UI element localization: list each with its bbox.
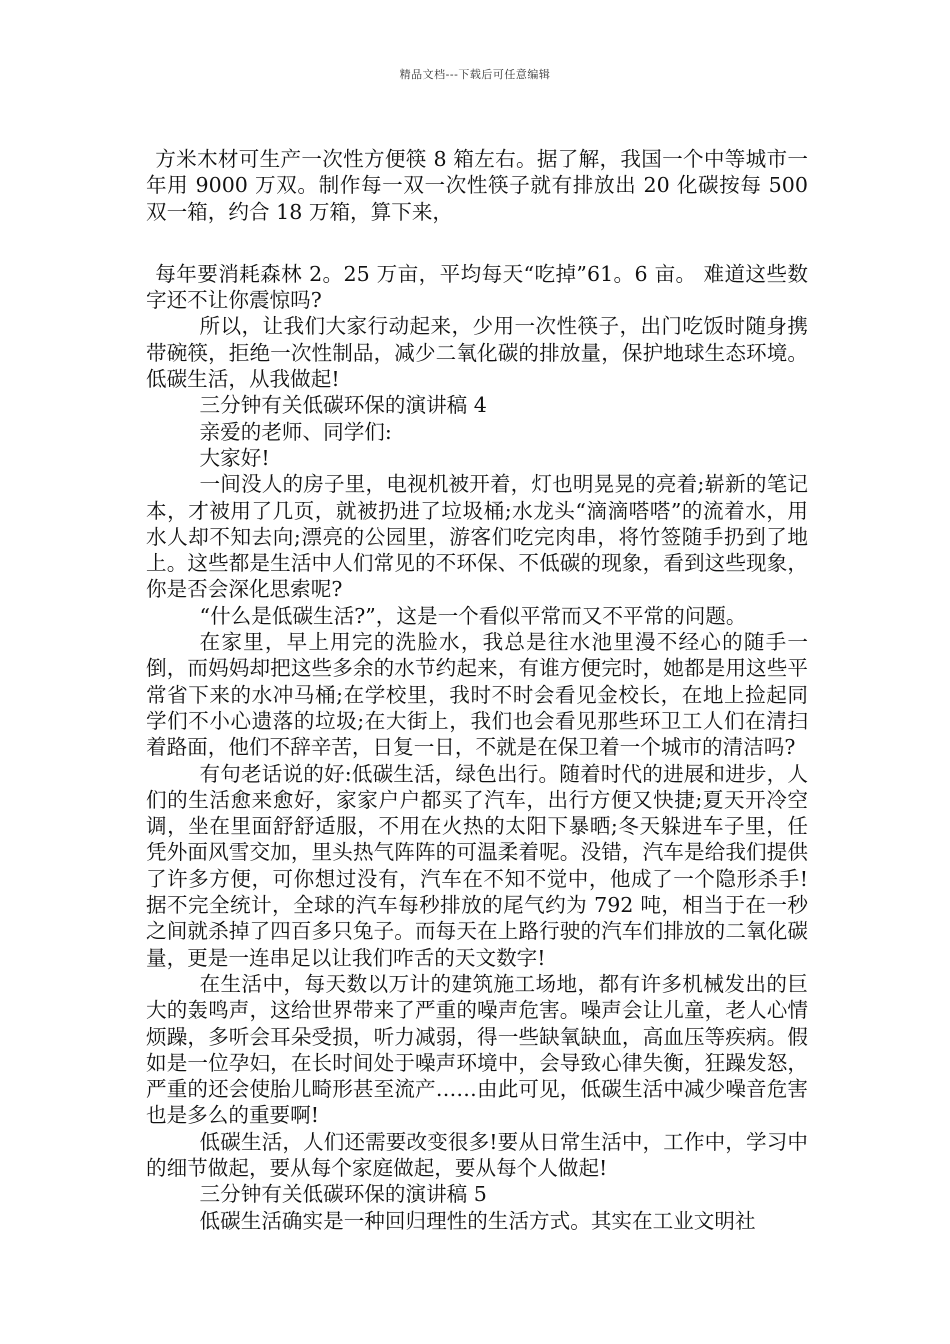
paragraph-rational-lifestyle: 低碳生活确实是一种回归理性的生活方式。其实在工业文明社	[199, 1208, 756, 1233]
paragraph-wasteful-habits: 一间没人的房子里，电视机被开着，灯也明晃晃的亮着;崭新的笔记本，才被用了几页，就被扔进了垃圾桶;水龙头“滴滴嗒嗒”的流着水，用水人却不知去向;漂亮的公园里，游客们吃完肉串，将竹签随手扔到了地上。这些都是生活中人们常见的不环保、不低碳的现象，看到这些现象，你是否会深化思索呢?	[146, 472, 808, 602]
paragraph-cars: 有句老话说的好:低碳生活，绿色出行。随着时代的进展和进步，人们的生活愈来愈好，家家户户都买了汽车，出行方便又快捷;夏天开冷空调，坐在里面舒舒适服，不用在火热的太阳下暴晒;冬天躲进车子里，任凭外面风雪交加，里头热气阵阵的可温柔着呢。没错，汽车是给我们提供了许多方便，可你想过没有，汽车在不知不觉中，他成了一个隐形杀手!据不完全统计，全球的汽车每秒排放的尾气约为 792 吨，相当于在一秒之间就杀掉了四百多只兔子。而每天在上路行驶的汽车们排放的二氧化碳量，更是一连串足以让我们咋舌的天文数字!	[146, 761, 808, 970]
section-title-speech-5: 三分钟有关低碳环保的演讲稿 5	[199, 1182, 487, 1207]
page-header-watermark: 精品文档---下载后可任意编辑	[399, 68, 551, 81]
paragraph-noise: 在生活中，每天数以万计的建筑施工场地，都有许多机械发出的巨大的轰鸣声，这给世界带来了严重的噪声危害。噪声会让儿童，老人心情烦躁，多听会耳朵受损，听力减弱，得一些缺氧缺血，高血压等疾病。假如是一位孕妇，在长时间处于噪声环境中，会导致心律失衡，狂躁发怒，严重的还会使胎儿畸形甚至流产……由此可见，低碳生活中减少噪音危害也是多么的重要啊!	[146, 971, 808, 1128]
paragraph-saving-water: 在家里，早上用完的洗脸水，我总是往水池里漫不经心的随手一倒，而妈妈却把这些多余的水节约起来，有谁方便完时，她都是用这些平常省下来的水冲马桶;在学校里，我时不时会看见金校长，在地上捡起同学们不小心遗落的垃圾;在大街上，我们也会看见那些环卫工人们在清扫着路面，他们不辞辛苦，日复一日，不就是在保卫着一个城市的清洁吗?	[146, 630, 808, 760]
section-title-speech-4: 三分钟有关低碳环保的演讲稿 4	[199, 393, 487, 418]
greeting: 大家好!	[199, 445, 270, 470]
paragraph-call-to-action: 所以，让我们大家行动起来，少用一次性筷子，出门吃饭时随身携带碗筷，拒绝一次性制品，减少二氧化碳的排放量，保护地球生态环境。低碳生活，从我做起!	[146, 314, 808, 392]
paragraph-chopsticks-intro: 方米木材可生产一次性方便筷 8 箱左右。据了解，我国一个中等城市一年用 9000 万双。制作每一双一次性筷子就有排放出 20 化碳按每 500 双一箱，约合 18 万箱，算下来，	[146, 147, 815, 224]
paragraph-what-is-low-carbon: “什么是低碳生活?”，这是一个看似平常而又不平常的问题。	[199, 603, 747, 628]
salutation: 亲爱的老师、同学们:	[199, 419, 392, 444]
paragraph-forest-consumption: 每年要消耗森林 2。25 万亩，平均每天“吃掉”61。6 亩。 难道这些数字还不让你震惊吗?	[146, 261, 808, 313]
paragraph-change: 低碳生活，人们还需要改变很多!要从日常生活中，工作中，学习中的细节做起，要从每个家庭做起，要从每个人做起!	[146, 1129, 808, 1180]
document-body	[146, 146, 815, 1234]
